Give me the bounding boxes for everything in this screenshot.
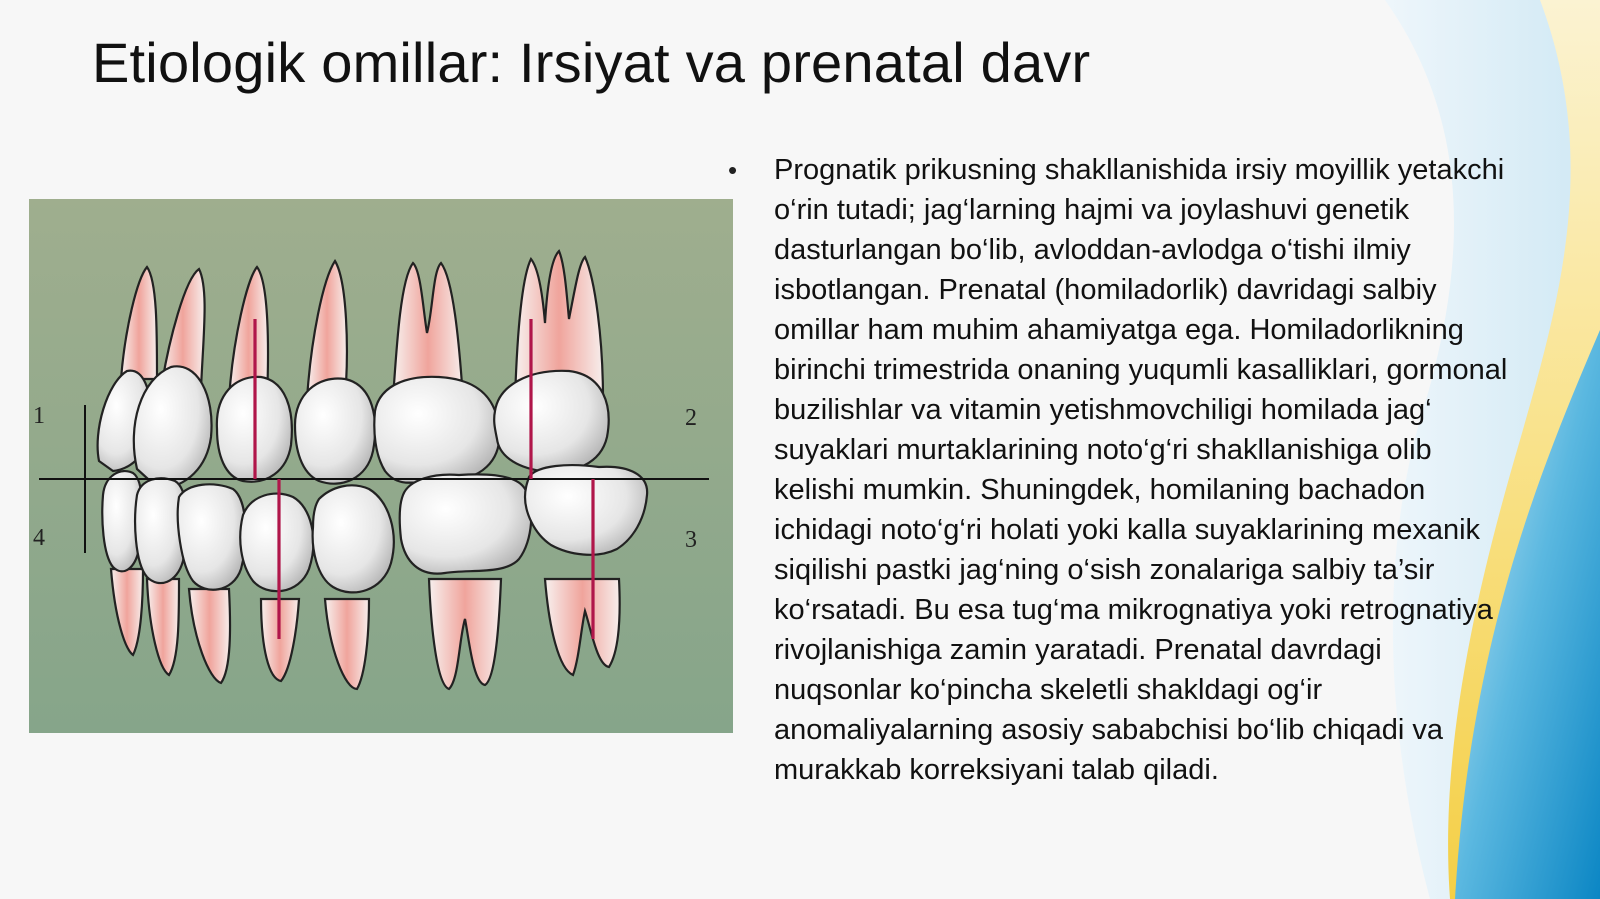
- figure-label-4: 4: [33, 525, 45, 551]
- teeth-occlusion-illustration: [29, 199, 733, 733]
- figure-label-3: 3: [685, 527, 697, 553]
- slide-title: Etiologik omillar: Irsiyat va prenatal davr: [92, 31, 1091, 94]
- bullet-icon: •: [728, 155, 738, 185]
- slide-content: [728, 150, 1528, 790]
- figure-label-2: 2: [685, 405, 697, 431]
- bullet-paragraph: Prognatik prikusning shakllanishida irsiy moyillik yetakchi o‘rin tutadi; jag‘larning hajmi va joylashuvi genetik dasturlangan bo‘lib, avloddan-avlodga o‘tishi ilmiy isbotlangan. Prenatal (homiladorlik) davridagi salbiy omillar ham muhim ahamiyatga ega. Homiladorlikning birinchi trimestrida onaning yuqumli kasalliklari, gormonal buzilishlar va vitamin yetishmovchiligi homilada jag‘ suyaklari murtaklarining noto‘g‘ri shakllanishiga olib kelishi mumkin. Shuningdek, homilaning bachadon ichidagi noto‘g‘ri holati yoki kalla suyaklarining mexanik siqilishi pastki jag‘ning o‘sish zonalariga salbiy ta’sir ko‘rsatadi. Bu esa tug‘ma mikrognatiya yoki retrognatiya rivojlanishiga zamin yaratadi. Prenatal davrdagi nuqsonlar ko‘pincha skeletli shakldagi og‘ir anomaliyalarning asosiy sababchisi bo‘lib chiqadi va murakkab korreksiyani talab qiladi.: [774, 154, 1508, 786]
- figure-label-1: 1: [33, 403, 45, 429]
